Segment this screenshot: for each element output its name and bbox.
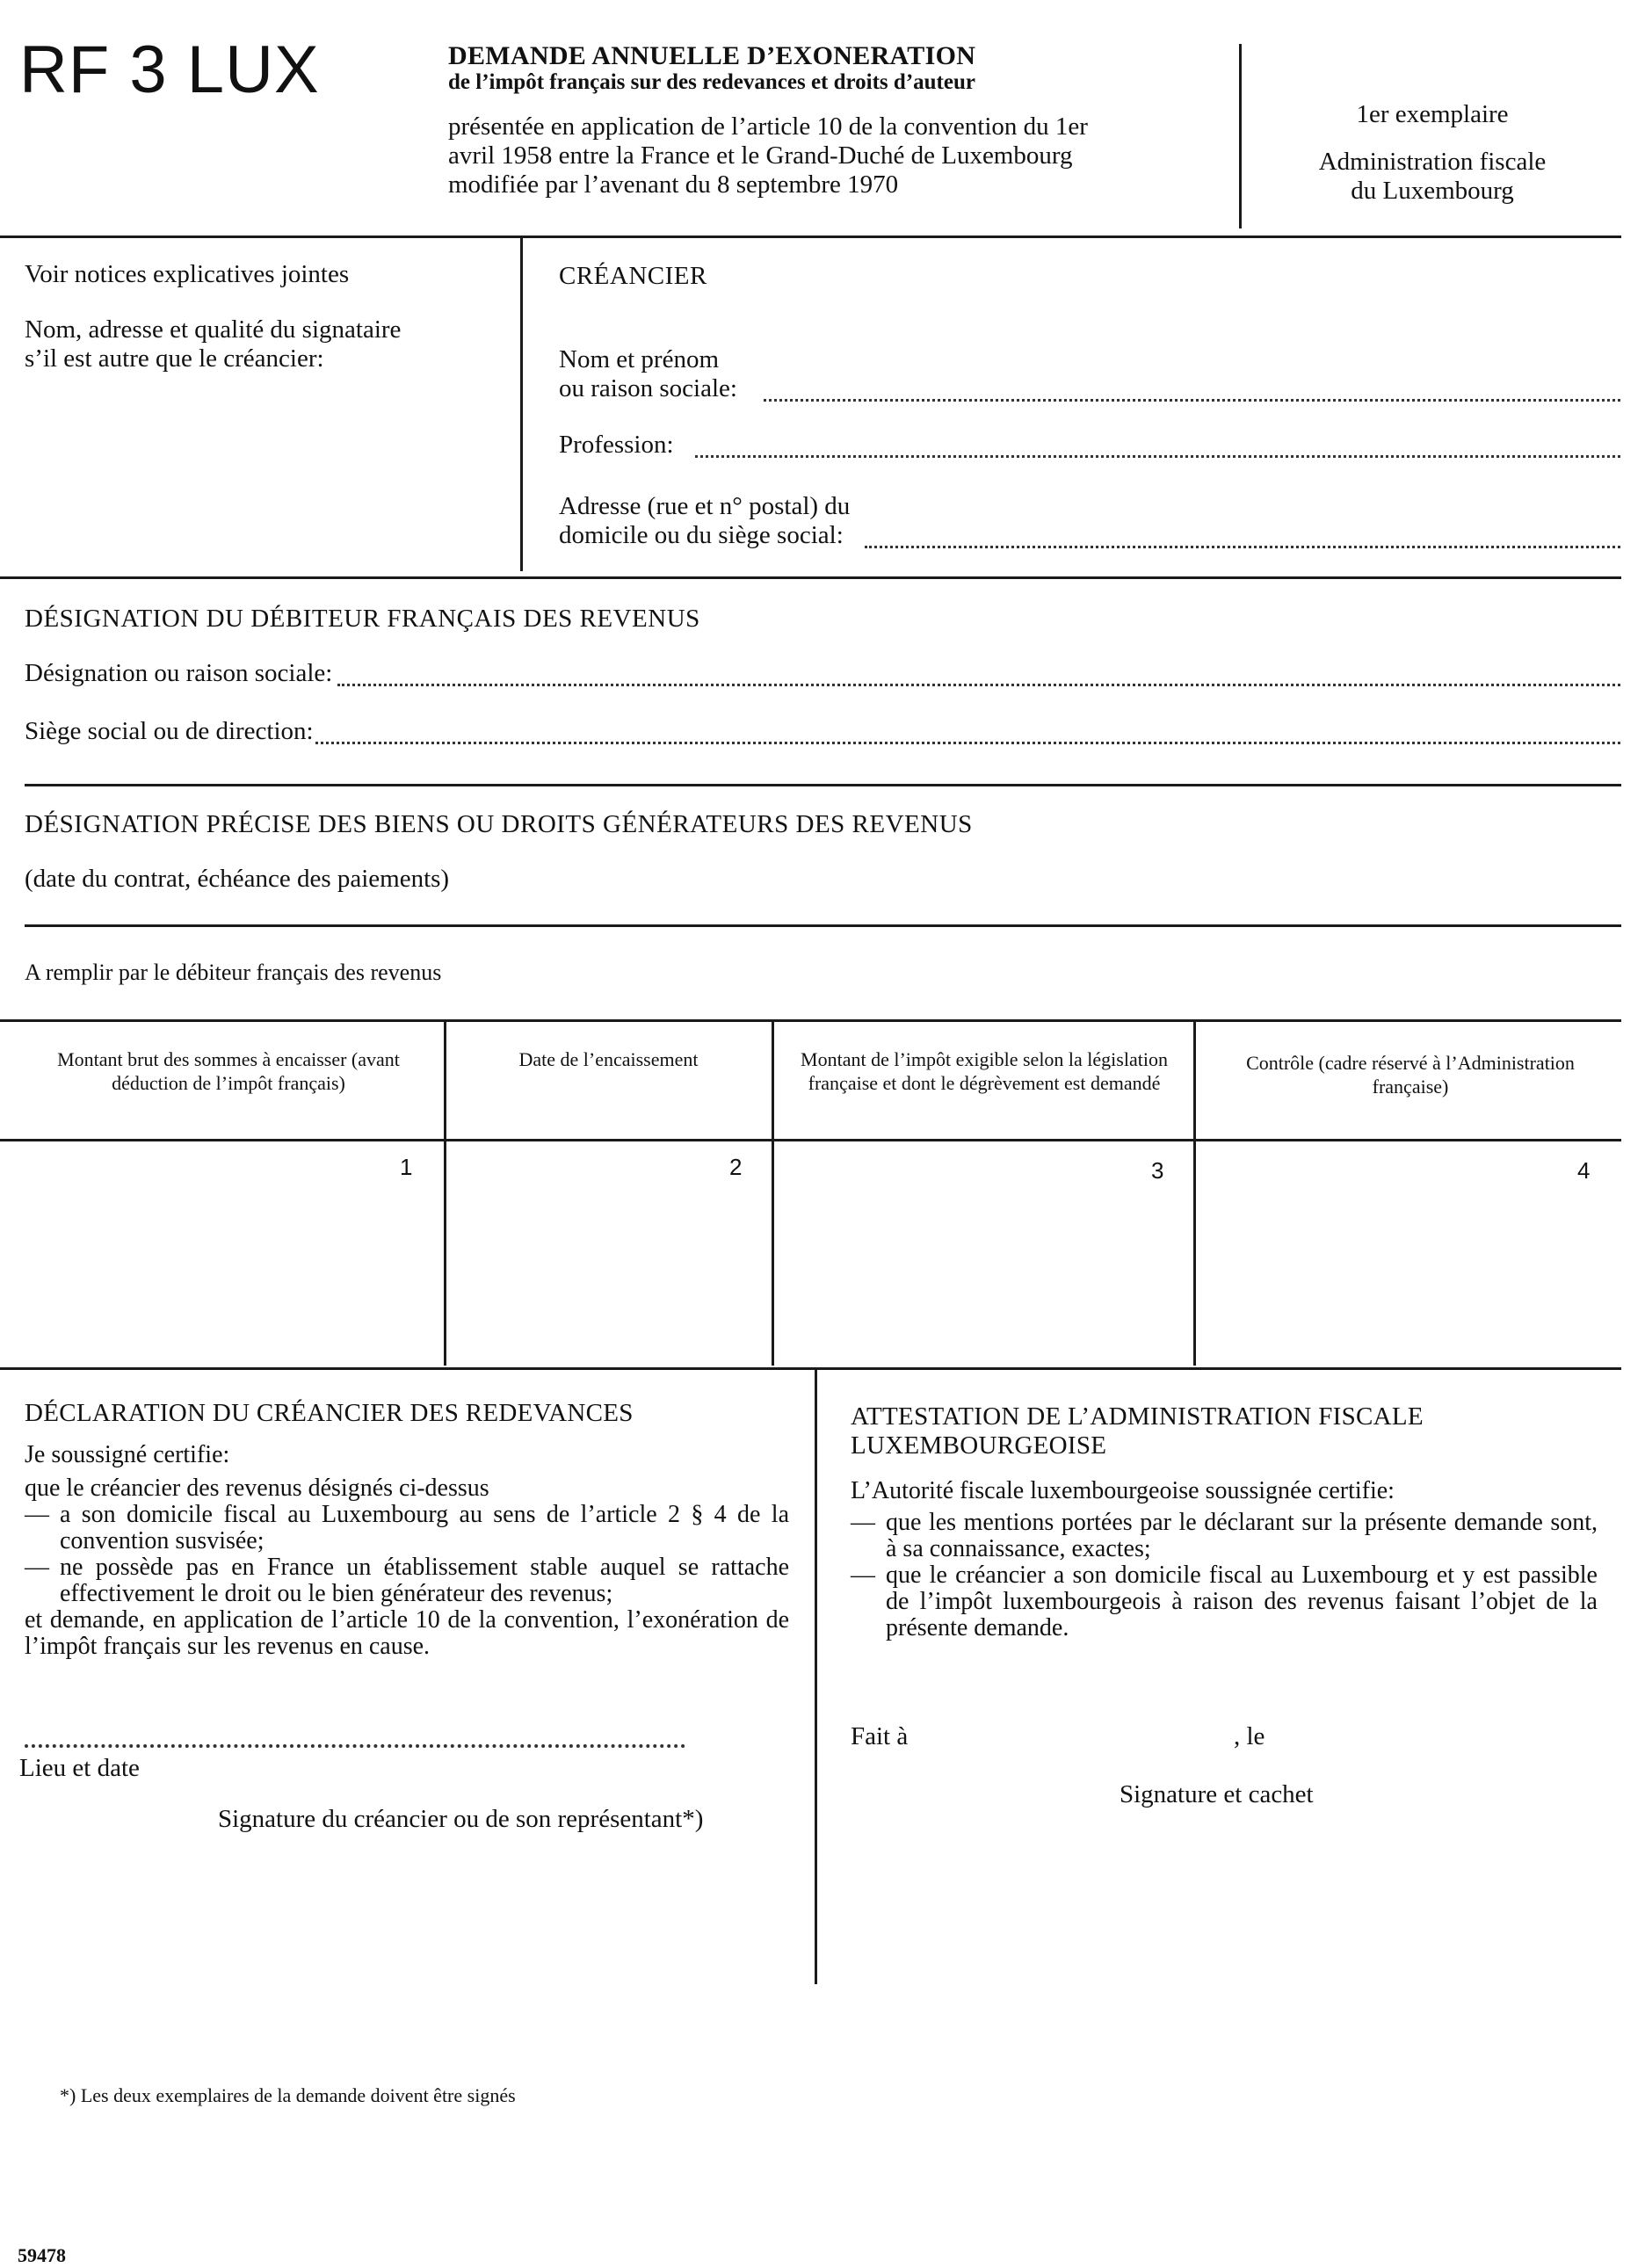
- form-code: RF 3 LUX: [19, 33, 320, 107]
- table-top-rule: [0, 1019, 1621, 1022]
- recipient-line-2: du Luxembourg: [1351, 177, 1514, 205]
- biens-heading: DÉSIGNATION PRÉCISE DES BIENS OU DROITS GÉNÉRATEURS DES REVENUS: [25, 810, 973, 838]
- table-header-2: Date de l’encaissement: [518, 1048, 699, 1070]
- place-date-label: Lieu et date: [19, 1754, 140, 1782]
- designation-field[interactable]: [25, 659, 1620, 688]
- address-label-1: Adresse (rue et n° postal) du: [559, 492, 851, 520]
- table-cell-4[interactable]: [1199, 1142, 1620, 1364]
- name-label-1: Nom et prénom: [559, 345, 720, 373]
- address-dots: [865, 525, 1620, 548]
- table-col-divider-2: [772, 1021, 774, 1366]
- table-cell-1[interactable]: [4, 1142, 441, 1364]
- legal-line-1: présentée en application de l’article 10 de la convention du 1er: [448, 112, 1088, 141]
- siege-label: Siège social ou de direction:: [25, 717, 314, 745]
- declaration-item-1-text: a son domicile fiscal au Luxembourg au sens de l’article 2 § 4 de la convention susvisée;: [60, 1501, 789, 1554]
- table-header-1: Montant brut des sommes à encaisser (avant déduction de l’impôt français): [57, 1048, 400, 1094]
- biens-subheading: (date du contrat, échéance des paiements): [25, 865, 450, 893]
- table-header-rule: [0, 1139, 1621, 1141]
- legal-line-3: modifiée par l’avenant du 8 septembre 1970: [448, 170, 899, 199]
- footnote: *) Les deux exemplaires de la demande doivent être signés: [60, 2084, 516, 2106]
- address-field[interactable]: [559, 521, 1620, 550]
- attestation-item-2-text: que le créancier a son domicile fiscal au Luxembourg et y est passible de l’impôt luxembourgeois à raison des revenus faisant l’objet de la présente demande.: [886, 1562, 1598, 1641]
- title-line-2: de l’impôt français sur des redevances et droits d’auteur: [448, 70, 975, 94]
- rule-creancier: [0, 576, 1621, 579]
- recipient: [1248, 148, 1617, 206]
- signatory-block: [25, 260, 517, 373]
- copy-label: [1248, 100, 1617, 129]
- creancier-signature-label: Signature du créancier ou de son représentant*): [218, 1805, 704, 1833]
- table-col-divider-3: [1193, 1021, 1196, 1366]
- siege-dots: [315, 721, 1620, 744]
- title-line-1: DEMANDE ANNUELLE D’EXONERATION: [448, 41, 976, 70]
- attestation-signature-label: Signature et cachet: [1120, 1780, 1314, 1808]
- attestation-item-1-text: que les mentions portées par le déclarant sur la présente demande sont, à sa connaissance, exactes;: [886, 1509, 1598, 1562]
- rule-header: [0, 235, 1621, 238]
- table-header-3: Montant de l’impôt exigible selon la législation française et dont le dégrèvement est demandé: [801, 1048, 1168, 1094]
- creancier-heading: CRÉANCIER: [559, 262, 707, 290]
- creancier-divider: [520, 237, 523, 571]
- declaration-item-1: [25, 1502, 789, 1554]
- name-field[interactable]: [559, 374, 1620, 403]
- attestation-intro: L’Autorité fiscale luxembourgeoise soussignée certifie:: [851, 1477, 1395, 1504]
- declaration-heading: DÉCLARATION DU CRÉANCIER DES REDEVANCES: [25, 1399, 634, 1427]
- rule-debiteur: [25, 784, 1621, 786]
- legal-line-2: avril 1958 entre la France et le Grand-Duché de Luxembourg: [448, 141, 1073, 170]
- declaration-line-1: Je soussigné certifie:: [25, 1441, 230, 1468]
- siege-field[interactable]: [25, 717, 1620, 746]
- legal-basis: [448, 112, 1088, 199]
- notice-text: Voir notices explicatives jointes: [25, 260, 350, 288]
- table-cell-2[interactable]: [448, 1142, 769, 1364]
- table-cell-3[interactable]: [777, 1142, 1191, 1364]
- declaration-item-2-text: ne possède pas en France un établissement stable auquel se rattache effectivement le droit ou le bien générateur des revenus;: [60, 1554, 789, 1607]
- declaration-block: [25, 1399, 789, 1660]
- profession-label: Profession:: [559, 431, 674, 459]
- dash-icon: —: [25, 1501, 49, 1528]
- attestation-item-1: [851, 1510, 1598, 1562]
- copy-label-text: 1er exemplaire: [1356, 100, 1509, 128]
- table-bottom-rule: [0, 1367, 1621, 1370]
- dash-icon: —: [851, 1562, 875, 1589]
- fait-date-field[interactable]: [1283, 1721, 1608, 1752]
- table-header-4: Contrôle (cadre réservé à l’Administration française): [1246, 1052, 1575, 1098]
- fait-place-field[interactable]: [931, 1721, 1221, 1752]
- address-label-2: domicile ou du siège social:: [559, 521, 844, 549]
- declaration-closing: et demande, en application de l’article 10 de la convention, l’exonération de l’impôt français sur les revenus en cause.: [25, 1606, 789, 1660]
- debiteur-heading: DÉSIGNATION DU DÉBITEUR FRANÇAIS DES REVENUS: [25, 605, 700, 633]
- name-label-2: ou raison sociale:: [559, 374, 737, 402]
- fait-label: Fait à: [851, 1722, 909, 1750]
- table-intro: A remplir par le débiteur français des revenus: [25, 960, 442, 985]
- table-col-divider-1: [444, 1021, 446, 1366]
- table-col-number-3: 3: [1151, 1157, 1164, 1184]
- declaration-line-2: que le créancier des revenus désignés ci-dessus: [25, 1475, 489, 1502]
- table-col-number-2: 2: [729, 1154, 743, 1180]
- attestation-heading-2: LUXEMBOURGEOISE: [851, 1431, 1107, 1460]
- attestation-block: [851, 1402, 1598, 1641]
- place-date-field[interactable]: [25, 1744, 685, 1748]
- table-col-number-4: 4: [1577, 1157, 1591, 1184]
- le-label: , le: [1234, 1722, 1265, 1750]
- signatory-label-1: Nom, adresse et qualité du signataire: [25, 315, 402, 344]
- signatory-label-2: s’il est autre que le créancier:: [25, 344, 324, 373]
- header-divider: [1239, 44, 1242, 228]
- designation-label: Désignation ou raison sociale:: [25, 659, 333, 687]
- form-title: [448, 42, 975, 95]
- rule-biens: [25, 924, 1621, 927]
- designation-dots: [337, 663, 1620, 686]
- dash-icon: —: [851, 1509, 875, 1536]
- recipient-line-1: Administration fiscale: [1318, 148, 1547, 176]
- profession-field[interactable]: [559, 431, 1620, 460]
- declaration-item-2: [25, 1554, 789, 1607]
- dash-icon: —: [25, 1554, 49, 1581]
- attestation-item-2: [851, 1562, 1598, 1641]
- attestation-heading-1: ATTESTATION DE L’ADMINISTRATION FISCALE: [851, 1402, 1424, 1431]
- profession-dots: [695, 434, 1621, 458]
- name-dots: [764, 378, 1620, 402]
- form-number: 59478: [18, 2244, 66, 2266]
- table-col-number-1: 1: [400, 1154, 413, 1180]
- bottom-divider: [815, 1369, 817, 1984]
